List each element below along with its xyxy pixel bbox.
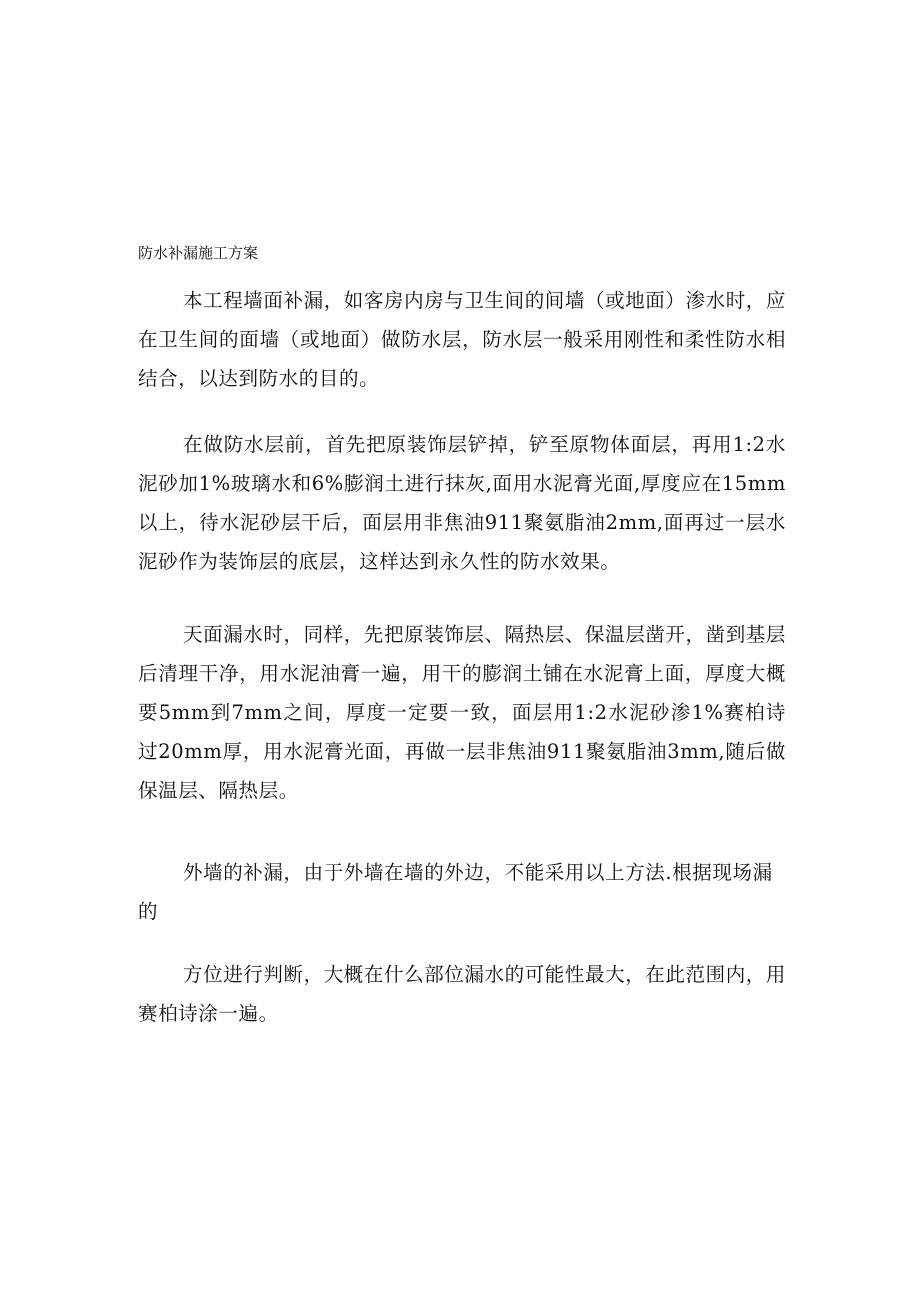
paragraph-exterior-wall-line1: 外墙的补漏，由于外墙在墙的外边，不能采用以上方法.根据现场漏 [183,861,773,884]
paragraph-waterproof-layer: 在做防水层前，首先把原装饰层铲掉，铲至原物体面层，再用1:2水泥砂加1%玻璃水和6%膨润土进行抹灰,面用水泥膏光面,厚度应在15mm以上，待水泥砂层干后，面层用非焦油911聚氨脂油2mm,面再过一层水泥砂作为装饰层的底层，这样达到永久性的防水效果。 [138,433,786,573]
paragraph-roof-leak: 天面漏水时，同样，先把原装饰层、隔热层、保温层凿开，凿到基层后清理干净，用水泥油膏一遍，用干的膨润土铺在水泥膏上面，厚度大概要5mm到7mm之间，厚度一定要一致，面层用1:2水泥砂渗1%赛柏诗过20mm厚，用水泥膏光面，再做一层非焦油911聚氨脂油3mm,随后做保温层、隔热层。 [138,623,787,802]
paragraph-exterior-wall-line2: 的 [138,900,159,923]
document-title: 防水补漏施工方案 [138,244,259,262]
paragraph-exterior-wall [138,853,786,931]
paragraph-location-check: 方位进行判断，大概在什么部位漏水的可能性最大，在此范围内，用赛柏诗涂一遍。 [138,963,787,1025]
paragraph-wall-leak: 本工程墙面补漏，如客房内房与卫生间的间墙（或地面）渗水时，应在卫生间的面墙（或地面）做防水层，防水层一般采用刚性和柔性防水相结合，以达到防水的目的。 [138,289,787,390]
